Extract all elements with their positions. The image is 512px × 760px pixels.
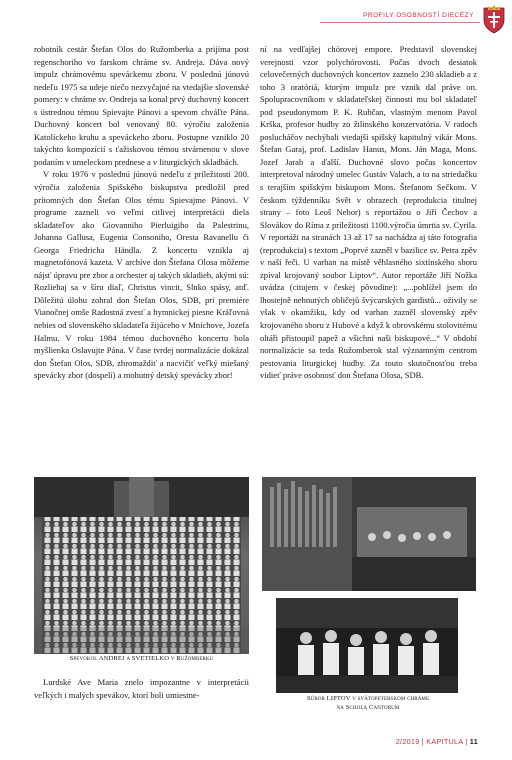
issue-label: 2/2019 | KAPITULA | <box>395 737 468 746</box>
article-column-left-continued <box>34 676 249 701</box>
page-footer <box>396 737 478 746</box>
paragraph: ní na vedľajšej chórovej empore. Predstavil slovenskej verejnosti vzor polychórovosti. Počas dvoch desiatok celovečerných duchovných koncertov zaznelo 230 skladieb a z toho 3 oratóriá, ktorým impulz pre vznik dal práve on. Spolupracovníkom v skladateľskej činnosti mu bol skladateľ pod pseudonymom P. K. Rubčan, vlastným menom Pavol Krška, profesor hudby zo žilinského konzervatória. V radoch poslucháčov nechýbali vtedajší spišský kapitulný vikár Mons. Štefan Garaj, prof. Ladislav Hanus, Mons. Ján Maga, Mons. Jozef Jarab a ďalší. Duchovné slovo počas koncertov interpretoval národný umelec Gustáv Valach, a to na striedačku s terajším spišským biskupom Mons. Štefanom Sečkom. V českom týždenníku Svět v obrazech (reprodukcia titulnej strany – foto Leoš Nebor) s reportážou o Jiří Čechov a Slovákov do Ríma z príležitosti 1100.výročia úmrtia sv. Cyrila. V reportáži na stranách 13 až 17 sa nachádza aj táto fotografia (reprodukcia) s textom „Poprvé zazněl v bazilice sv. Petra zpěv v naší řeči. U varhan na místě věhlasného sixtínského sboru zpíval krojovaný soubor Liptov“. Autor reportáže Jiří Nožka uvádza (citujem v českej pôvodine): „...pohlížel jsem do lhostejně nehnutých obličejů švýcarských gardistů... oživily se však v okamžiku, kdy od varhan zazněl slovenský zpěv krojovaného sboru z Hubové a když k obrovskému stolovitému oltáři přistoupil papež a všichni naši biskupové...“ V období normalizácie sa teda Ružomberok stal významným centrom pestovania liturgickej hudby. Za touto skutočnosťou treba vidieť práve osobnosť don Štefana Olosa, SDB. <box>260 44 477 381</box>
article-column-right <box>260 43 477 382</box>
paragraph: V roku 1976 v poslednú júnovú nedeľu z príležitosti 200. výročia založenia Spišského biskupstva predložil pred prítomných don Štefan Olos tému Spievajme Pánovi. V programe zazneli vo veľmi citlivej interpretácii diela skladateľov ako Giovanniho Pierluigiho da Palestrinu, Johanna Gallusa, Eugenia Consoniho, Oresta Ravanellu či Georga Friedricha Händla. Z koncertu vznikla aj magnetofónová kazeta. V archíve don Štefana Olosa môžeme nájsť úpravu pre zbor a orchester aj takých skladieb, akými sú: Rozliehaj sa v šíru diaľ, Christus vincit, Slnko spásy, atď. Dôležitú úlohu zohral don Štefan Olos, SDB, pri premiére Vianočnej omše Radostná zvesť a hymnickej piesne Kráľovná nebies od slovenského skladateľa žijúceho v Mníchove, Jozefa Halmu. V roku 1984 témou duchovného koncertu bola myšlienka Oslavujte Pána. V čase tvrdej normalizácie dokázal don Štefan Olos, SDB, zhromaždiť a nacvičiť veľký miešaný spevácky zbor (dospelí) a mohutný detský spevácky zbor! <box>34 169 249 381</box>
diocese-crest-icon <box>482 4 506 34</box>
organ-photo <box>262 477 476 591</box>
schola-cantorum-caption <box>272 695 464 712</box>
header-divider <box>320 22 480 23</box>
section-label: PROFILY OSOBNOSTÍ DIECÉZY <box>363 12 474 19</box>
choir-photo-caption: Spevokol ANDREJ a SVETIELKO v Ružomberku <box>69 655 214 662</box>
caption-line: Súbor LIPTOV v svätopeterskom chráme <box>306 695 430 702</box>
schola-cantorum-photo <box>276 598 458 693</box>
choir-photo <box>34 477 249 654</box>
paragraph: Lurdské Ave Maria znelo impozantne v interpretácii veľkých i malých spevákov, ktorí boli umiestne- <box>34 677 249 700</box>
page-number: 11 <box>469 737 478 746</box>
paragraph: robotník cestár Štefan Olos do Ružomberka a prijíma post regenschoriho vo farskom chráme sv. Andreja. Dáva nový impulz chrámovému speváckemu zboru. V poslednú júnovú nedeľu 1975 sa udeje niečo nezvyčajné na vtedajšie slovenské pomery: v chráme sv. Ondreja sa konal prvý duchovný koncert s ústrednou témou Spievajte Pánovi a spevom chváľte Pána. Duchovný koncert bol venovaný 80. výročiu založenia Katolíckeho kruhu a speváckeho zboru. Postupne vzniklo 20 takýchto kompozícií s ťažiskovou témou stvárnenou v slove podaním v umeleckom prednese a v liturgických skladbách. <box>34 44 249 167</box>
caption-line: na Schola Cantorum <box>336 703 400 711</box>
article-column-left <box>34 43 249 382</box>
